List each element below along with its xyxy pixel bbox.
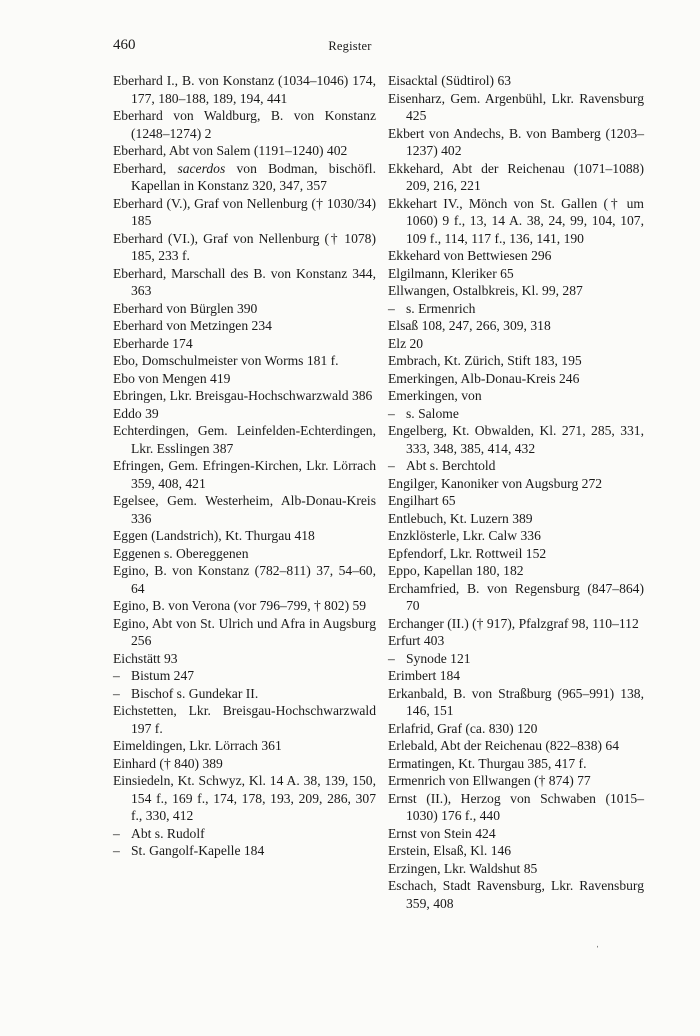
index-entry: Erfurt 403 bbox=[388, 633, 445, 648]
index-entry: Eberhard (VI.), Graf von Nellenburg († 1078) 185, 233 f. bbox=[113, 230, 376, 263]
index-entry: Emerkingen, von bbox=[388, 388, 482, 403]
index-entry: Ekkehard von Bettwiesen 296 bbox=[388, 248, 552, 263]
index-subentry: – s. Ermenrich bbox=[388, 300, 476, 316]
index-entry: Ebringen, Lkr. Breisgau-Hochschwarzwald 386 bbox=[113, 388, 373, 403]
running-head: Register bbox=[328, 39, 372, 53]
index-entry: Erchanger (II.) († 917), Pfalzgraf 98, 110–112 bbox=[388, 615, 639, 631]
index-entry: Erlebald, Abt der Reichenau (822–838) 64 bbox=[388, 738, 620, 753]
index-entry: Einsiedeln, Kt. Schwyz, Kl. 14 A. 38, 139, 150, 154 f., 169 f., 174, 178, 193, 209, 286, 307 f., 330, 412 bbox=[113, 773, 376, 823]
index-entry: Egino, B. von Verona (vor 796–799, † 802) 59 bbox=[113, 598, 367, 613]
index-entry: Ermatingen, Kt. Thurgau 385, 417 f. bbox=[388, 755, 587, 771]
index-entry: Entlebuch, Kt. Luzern 389 bbox=[388, 510, 533, 526]
index-entry: Erzingen, Lkr. Waldshut 85 bbox=[388, 860, 538, 876]
index-entry: Ebo von Mengen 419 bbox=[113, 370, 231, 386]
index-entry: Erlafrid, Graf (ca. 830) 120 bbox=[388, 720, 538, 736]
index-subentry: – s. Salome bbox=[388, 405, 459, 421]
index-entry: Ermenrich von Ellwangen († 874) 77 bbox=[388, 773, 591, 788]
index-entry: Eberhard, Abt von Salem (1191–1240) 402 bbox=[113, 143, 348, 158]
index-entry: Elz 20 bbox=[388, 335, 424, 351]
index-subentry: – St. Gangolf-Kapelle 184 bbox=[113, 843, 265, 858]
index-subentry: – Synode 121 bbox=[388, 650, 471, 666]
index-entry: Eberhard I., B. von Konstanz (1034–1046) 174, 177, 180–188, 189, 194, 441 bbox=[113, 73, 376, 106]
page-number: 460 bbox=[113, 37, 136, 53]
index-subentry: – Abt s. Berchtold bbox=[388, 458, 496, 473]
index-entry: Erkanbald, B. von Straßburg (965–991) 138, 146, 151 bbox=[388, 685, 644, 718]
index-entry: Engelberg, Kt. Obwalden, Kl. 271, 285, 331, 333, 348, 385, 414, 432 bbox=[388, 423, 644, 456]
index-entry: Ekkehard, Abt der Reichenau (1071–1088) 209, 216, 221 bbox=[388, 160, 644, 193]
index-entry: Elsaß 108, 247, 266, 309, 318 bbox=[388, 318, 551, 333]
index-entry: Ernst von Stein 424 bbox=[388, 825, 496, 841]
index-entry: Egino, B. von Konstanz (782–811) 37, 54–60, 64 bbox=[113, 563, 376, 596]
index-column-left bbox=[113, 72, 376, 860]
index-entry: Echterdingen, Gem. Leinfelden-Echterdingen, Lkr. Esslingen 387 bbox=[113, 423, 376, 456]
index-entry: Eichstetten, Lkr. Breisgau-Hochschwarzwald 197 f. bbox=[113, 703, 376, 736]
index-entry: Emerkingen, Alb-Donau-Kreis 246 bbox=[388, 370, 580, 386]
index-entry: Ellwangen, Ostalbkreis, Kl. 99, 287 bbox=[388, 283, 583, 298]
index-entry: Eisenharz, Gem. Argenbühl, Lkr. Ravensburg 425 bbox=[388, 90, 644, 123]
index-column-right bbox=[388, 72, 644, 912]
index-entry: Egelsee, Gem. Westerheim, Alb-Donau-Kreis 336 bbox=[113, 493, 376, 526]
stray-mark: ˌ bbox=[596, 937, 600, 948]
index-entry: Erstein, Elsaß, Kl. 146 bbox=[388, 843, 512, 858]
index-entry: Erchamfried, B. von Regensburg (847–864) 70 bbox=[388, 580, 644, 613]
index-subentry: – Abt s. Rudolf bbox=[113, 825, 205, 841]
index-entry: Ekkehart IV., Mönch von St. Gallen († um 1060) 9 f., 13, 14 A. 38, 24, 99, 104, 107, 109 f., 114, 117 f., 136, 141, 190 bbox=[388, 195, 644, 246]
index-entry: Egino, Abt von St. Ulrich und Afra in Augsburg 256 bbox=[113, 615, 376, 648]
index-entry: Ekbert von Andechs, B. von Bamberg (1203–1237) 402 bbox=[388, 125, 644, 158]
index-entry: Eggen (Landstrich), Kt. Thurgau 418 bbox=[113, 528, 315, 543]
index-entry: Eberhard von Bürglen 390 bbox=[113, 300, 258, 316]
index-entry: Eppo, Kapellan 180, 182 bbox=[388, 563, 524, 578]
index-entry: Eberhard von Waldburg, B. von Konstanz (1248–1274) 2 bbox=[113, 108, 376, 141]
index-entry: Erimbert 184 bbox=[388, 668, 461, 683]
index-entry: Eberharde 174 bbox=[113, 335, 193, 351]
index-entry: Eberhard, sacerdos von Bodman, bischöfl. Kapellan in Konstanz 320, 347, 357 bbox=[113, 160, 376, 193]
index-entry: Engilger, Kanoniker von Augsburg 272 bbox=[388, 475, 603, 491]
index-entry: Eichstätt 93 bbox=[113, 650, 178, 666]
index-subentry: – Bischof s. Gundekar II. bbox=[113, 685, 259, 701]
index-entry: Eschach, Stadt Ravensburg, Lkr. Ravensburg 359, 408 bbox=[388, 878, 644, 911]
index-entry: Eimeldingen, Lkr. Lörrach 361 bbox=[113, 738, 282, 753]
index-entry: Eggenen s. Obereggenen bbox=[113, 545, 249, 561]
index-entry: Engilhart 65 bbox=[388, 493, 456, 508]
index-entry: Embrach, Kt. Zürich, Stift 183, 195 bbox=[388, 353, 582, 368]
index-entry: Eberhard (V.), Graf von Nellenburg († 1030/34) 185 bbox=[113, 195, 376, 228]
index-entry: Eberhard, Marschall des B. von Konstanz 344, 363 bbox=[113, 265, 376, 298]
index-entry: Enzklösterle, Lkr. Calw 336 bbox=[388, 528, 541, 543]
index-entry: Einhard († 840) 389 bbox=[113, 755, 223, 771]
index-entry: Elgilmann, Kleriker 65 bbox=[388, 265, 514, 281]
index-subentry: – Bistum 247 bbox=[113, 668, 195, 683]
index-entry: Efringen, Gem. Efringen-Kirchen, Lkr. Lörrach 359, 408, 421 bbox=[113, 458, 376, 491]
index-entry: Eberhard von Metzingen 234 bbox=[113, 318, 272, 333]
index-entry: Eddo 39 bbox=[113, 405, 159, 421]
index-entry: Eisacktal (Südtirol) 63 bbox=[388, 73, 512, 88]
index-entry: Ernst (II.), Herzog von Schwaben (1015–1030) 176 f., 440 bbox=[388, 790, 644, 823]
index-entry: Epfendorf, Lkr. Rottweil 152 bbox=[388, 545, 547, 561]
index-entry: Ebo, Domschulmeister von Worms 181 f. bbox=[113, 353, 339, 368]
